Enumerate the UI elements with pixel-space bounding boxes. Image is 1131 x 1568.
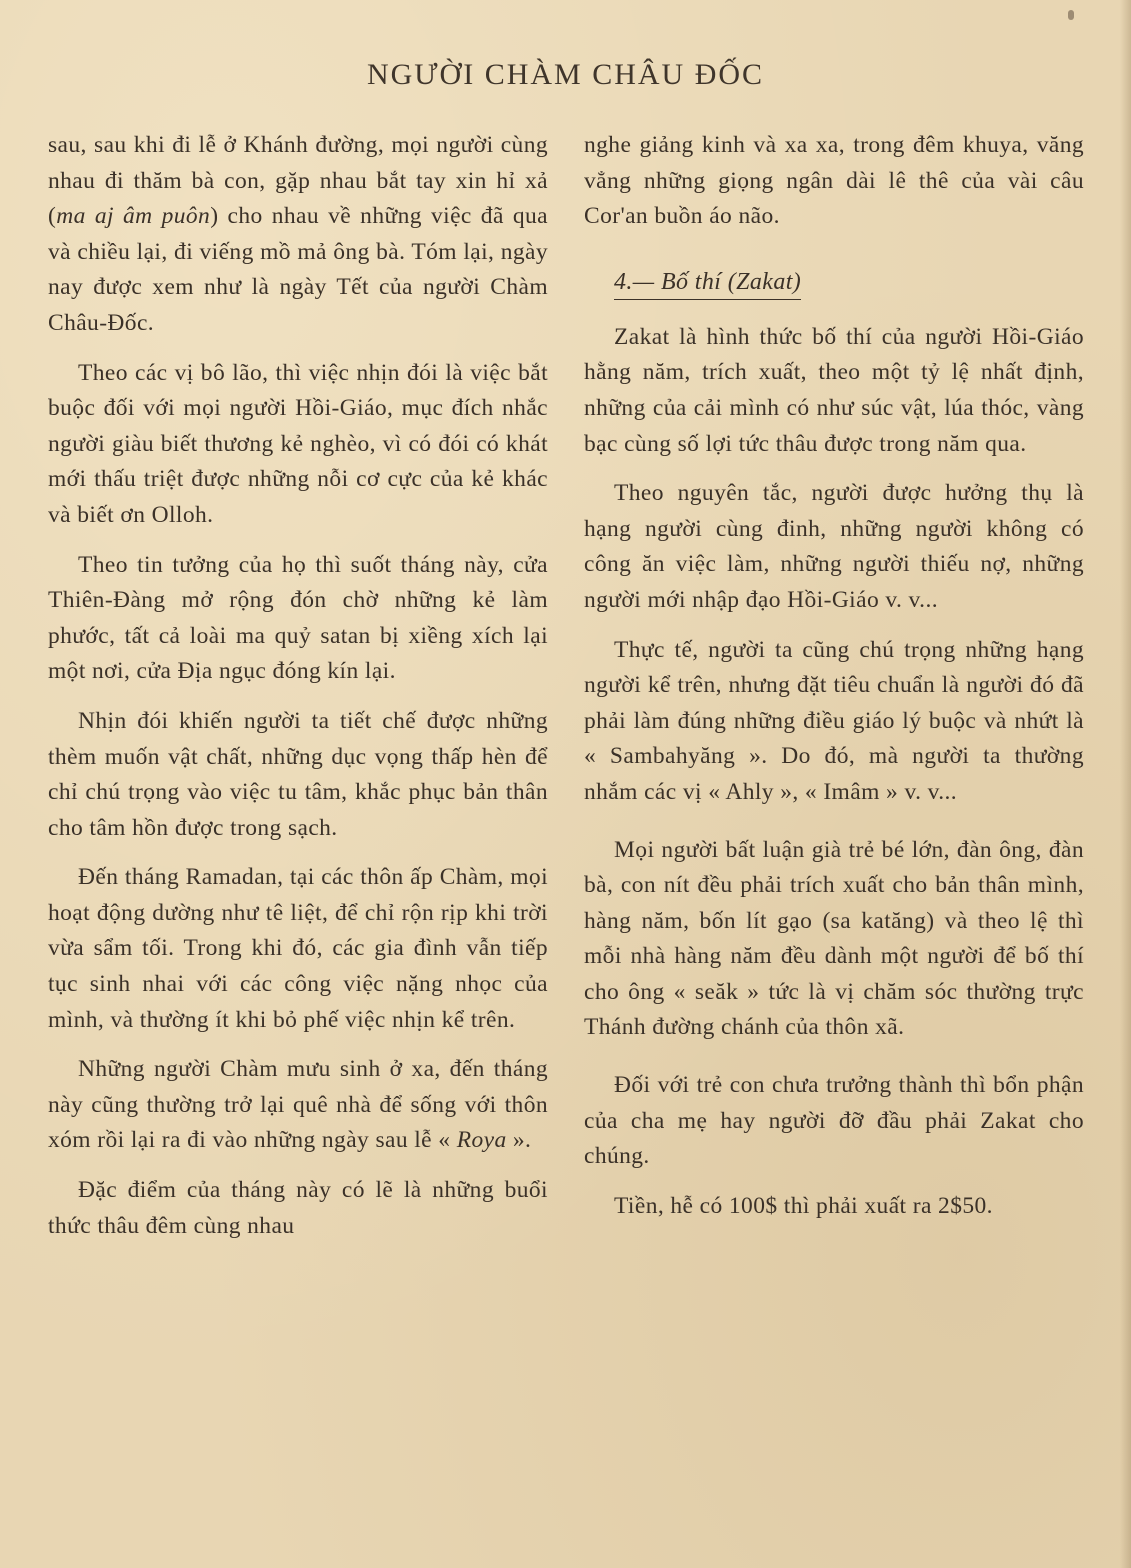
left-column [48, 128, 548, 1258]
paragraph: sau, sau khi đi lễ ở Khánh đường, mọi người cùng nhau đi thăm bà con, gặp nhau bắt tay xin hỉ xả (ma aj âm puôn) cho nhau về những việc đã qua và chiều lại, đi viếng mồ mả ông bà. Tóm lại, ngày nay được xem như là ngày Tết của người Chàm Châu-Đốc. [48, 132, 549, 336]
running-header: NGƯỜI CHÀM CHÂU ĐỐC [366, 58, 765, 91]
paragraph: Theo nguyên tắc, người được hưởng thụ là hạng người cùng đinh, những người không có công ăn việc làm, những người thiếu nợ, những người mới nhập đạo Hồi-Giáo v. v... [584, 480, 1084, 613]
page-edge-shadow [1120, 0, 1131, 1568]
paragraph: Zakat là hình thức bố thí của người Hồi-Giáo hằng năm, trích xuất, theo một tỷ lệ nhất định, những của cải mình có như súc vật, lúa thóc, vàng bạc cùng số lợi tức thâu được trong năm qua. [584, 323, 1084, 457]
paragraph: Những người Chàm mưu sinh ở xa, đến tháng này cũng thường trở lại quê nhà để sống với thôn xóm rồi lại ra đi vào những ngày sau lễ « Roya ». [48, 1056, 548, 1154]
paragraph: Đặc điểm của tháng này có lẽ là những buổi thức thâu đêm cùng nhau [48, 1177, 548, 1239]
paragraph: Theo các vị bô lão, thì việc nhịn đói là việc bắt buộc đối với mọi người Hồi-Giáo, mục đích nhắc người giàu biết thương kẻ nghèo, vì có đói có khát mới thấu triệt được những nỗi cơ cực của kẻ khác và biết ơn Olloh. [48, 359, 548, 528]
italic-term: Roya [456, 1127, 507, 1154]
paragraph: Mọi người bất luận già trẻ bé lớn, đàn ông, đàn bà, con nít đều phải trích xuất cho bản thân mình, hàng năm, bốn lít gạo (sa katăng) và theo lệ thì mỗi nhà hàng năm đều dành một người để bố thí cho ông « seăk » tức là vị chăm sóc thường trực Thánh đường chánh của thôn xã. [584, 836, 1084, 1041]
paragraph: nghe giảng kinh và xa xa, trong đêm khuya, văng vẳng những giọng ngân dài lê thê của vài câu Cor'an buồn áo não. [584, 132, 1084, 230]
paragraph: Theo tin tưởng của họ thì suốt tháng này, cửa Thiên-Đàng mở rộng đón chờ những kẻ làm phước, tất cả loài ma quỷ satan bị xiềng xích lại một nơi, cửa Địa ngục đóng kín lại. [48, 551, 548, 685]
paragraph: Nhịn đói khiến người ta tiết chế được những thèm muốn vật chất, những dục vọng thấp hèn để chỉ chú trọng vào việc tu tâm, khắc phục bản thân cho tâm hồn được trong sạch. [48, 707, 548, 841]
italic-term: ma aj âm puôn [56, 203, 211, 230]
section-title: 4.— Bố thí (Zakat) [614, 267, 801, 300]
paragraph: Tiền, hễ có 100$ thì phải xuất ra 2$50. [614, 1192, 993, 1219]
paragraph: Thực tế, người ta cũng chú trọng những hạng người kể trên, nhưng đặt tiêu chuẩn là người đó đã phải làm đúng những điều giáo lý buộc và nhứt là « Sambahyăng ». Do đó, mà người ta thường nhắm các vị « Ahly », « Imâm » v. v... [584, 636, 1084, 805]
paragraph: Đến tháng Ramadan, tại các thôn ấp Chàm, mọi hoạt động dường như tê liệt, để chỉ rộn rịp khi trời vừa sẩm tối. Trong khi đó, các gia đình vẫn tiếp tục sinh nhai với các công việc nặng nhọc của mình, và thường ít khi bỏ phế việc nhịn kể trên. [48, 864, 548, 1033]
ink-speck [1068, 10, 1074, 20]
right-column [584, 128, 1084, 1238]
paragraph: Đối với trẻ con chưa trưởng thành thì bổn phận của cha mẹ hay người đỡ đầu phải Zakat cho chúng. [584, 1072, 1084, 1170]
